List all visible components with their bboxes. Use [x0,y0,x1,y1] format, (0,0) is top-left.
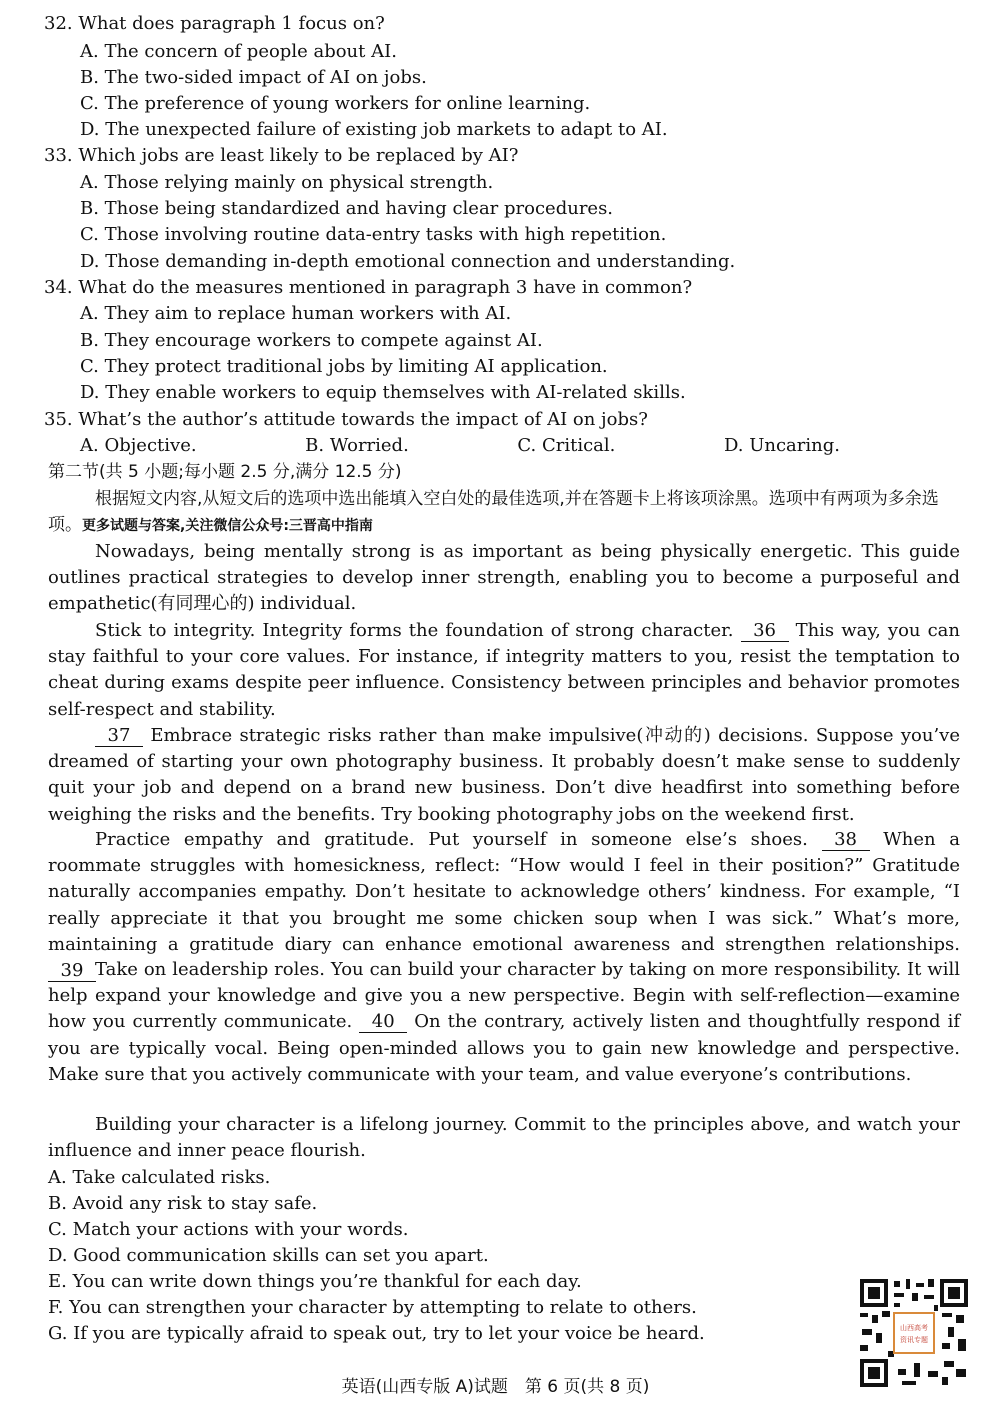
question-32-stem: 32. What does paragraph 1 focus on? [44,13,385,34]
paragraph-4-lead: Practice empathy and gratitude. Put yourself in someone else’s shoes. [95,829,808,850]
choice-f: F. You can strengthen your character by attempting to relate to others. [48,1297,697,1318]
paragraph-2-rest: This way, you can stay faithful to your core values. For instance, if integrity matters to you, resist the temptation to cheat during exams despite peer influence. Consistency between principles and behavior promotes self-respect and stability. [48,620,960,720]
passage-paragraph-2 [48,618,960,723]
section-title: 第二节(共 5 小题;每小题 2.5 分,满分 12.5 分) [48,462,402,482]
passage-paragraph-6: Building your character is a lifelong journey. Commit to the principles above, and watch your influence and inner peace flourish. [48,1114,960,1162]
choice-c: C. Match your actions with your words. [48,1219,409,1240]
question-32-option-a: A. The concern of people about AI. [80,41,397,62]
blank-36[interactable]: 36 [741,621,789,642]
section-instruction-text: 根据短文内容,从短文后的选项中选出能填入空白处的最佳选项,并在答题卡上将该项涂黑。选项中有两项为多余选项。 [48,489,939,535]
question-34-option-a: A. They aim to replace human workers with AI. [80,303,512,324]
question-34-option-c: C. They protect traditional jobs by limiting AI application. [80,356,608,377]
question-34-stem: 34. What do the measures mentioned in paragraph 3 have in common? [44,277,693,298]
page-footer: 英语(山西专版 A)试题 第 6 页(共 8 页) [341,1377,650,1397]
question-35-option-c: C. Critical. [517,435,616,456]
choice-b: B. Avoid any risk to stay safe. [48,1193,318,1214]
passage-paragraph-5 [48,957,960,1088]
answer-choices [48,1165,705,1347]
question-35-stem: 35. What’s the author’s attitude towards the impact of AI on jobs? [44,409,648,430]
paragraph-3-text: Embrace strategic risks rather than make impulsive(冲动的) decisions. Suppose you’ve dreamed of starting your own photography business. It probably doesn’t make sense to suddenly quit your job and depend on a brand new business. Don’t dive headfirst into something before weighing the risks and the benefits. Try booking photography jobs on the weekend first. [48,725,960,825]
qr-label-2: 资讯专题 [900,1336,928,1344]
choice-g: G. If you are typically afraid to speak out, try to let your voice be heard. [48,1323,705,1344]
question-32-option-b: B. The two-sided impact of AI on jobs. [80,67,427,88]
choice-a: A. Take calculated risks. [48,1167,271,1188]
question-34-option-d: D. They enable workers to equip themselves with AI-related skills. [80,382,686,403]
question-35-option-a: A. Objective. [80,435,197,456]
question-32-option-d: D. The unexpected failure of existing job markets to adapt to AI. [80,119,668,140]
paragraph-5-rest: On the contrary, actively listen and thoughtfully respond if you are typically vocal. Being open-minded allows you to gain new knowledge and perspective. Make sure that you actively communicate with your team, and value everyone’s contributions. [48,1011,960,1085]
question-33-option-a: A. Those relying mainly on physical strength. [80,172,494,193]
qr-label-1: 山西高考 [900,1324,928,1332]
section-instruction [48,486,960,539]
qr-code-icon [858,1277,970,1389]
blank-39[interactable]: 39 [48,961,96,982]
question-33-option-c: C. Those involving routine data-entry tasks with high repetition. [80,224,667,245]
question-33-option-d: D. Those demanding in-depth emotional connection and understanding. [80,251,736,272]
question-33-option-b: B. Those being standardized and having clear procedures. [80,198,614,219]
question-35-option-d: D. Uncaring. [723,435,840,456]
promo-note: 更多试题与答案,关注微信公众号:三晋高中指南 [82,518,373,534]
paragraph-2-lead: Stick to integrity. Integrity forms the foundation of strong character. [95,620,734,641]
choice-d: D. Good communication skills can set you apart. [48,1245,489,1266]
blank-40[interactable]: 40 [359,1012,407,1033]
passage-paragraph-1: Nowadays, being mentally strong is as important as being physically energetic. This guide outlines practical strategies to develop inner strength, enabling you to become a purposeful and empathetic(有同理心的) individual. [48,541,960,615]
question-33-stem: 33. Which jobs are least likely to be replaced by AI? [44,145,519,166]
choice-e: E. You can write down things you’re thankful for each day. [48,1271,582,1292]
question-35-option-b: B. Worried. [305,435,409,456]
blank-38[interactable]: 38 [822,830,870,851]
question-32-option-c: C. The preference of young workers for online learning. [80,93,591,114]
paragraph-4-rest: When a roommate struggles with homesickness, reflect: “How would I feel in their position?” Gratitude naturally accompanies empathy. Don’t hesitate to acknowledge others’ kindness. For example, “I really appreciate it that you brought me some chicken soup when I was sick.” What’s more, maintaining a gratitude diary can enhance emotional awareness and strengthen relationships. [48,829,960,955]
paragraph-5-lead: Take on leadership roles. You can build your character by taking on more responsibility. It will help expand your knowledge and give you a new perspective. Begin with self-reflection—examine how you currently communicate. [48,959,960,1033]
question-35-options [80,433,840,459]
question-34-option-b: B. They encourage workers to compete against AI. [80,330,543,351]
passage-paragraph-3 [48,723,960,828]
blank-37[interactable]: 37 [95,726,143,747]
